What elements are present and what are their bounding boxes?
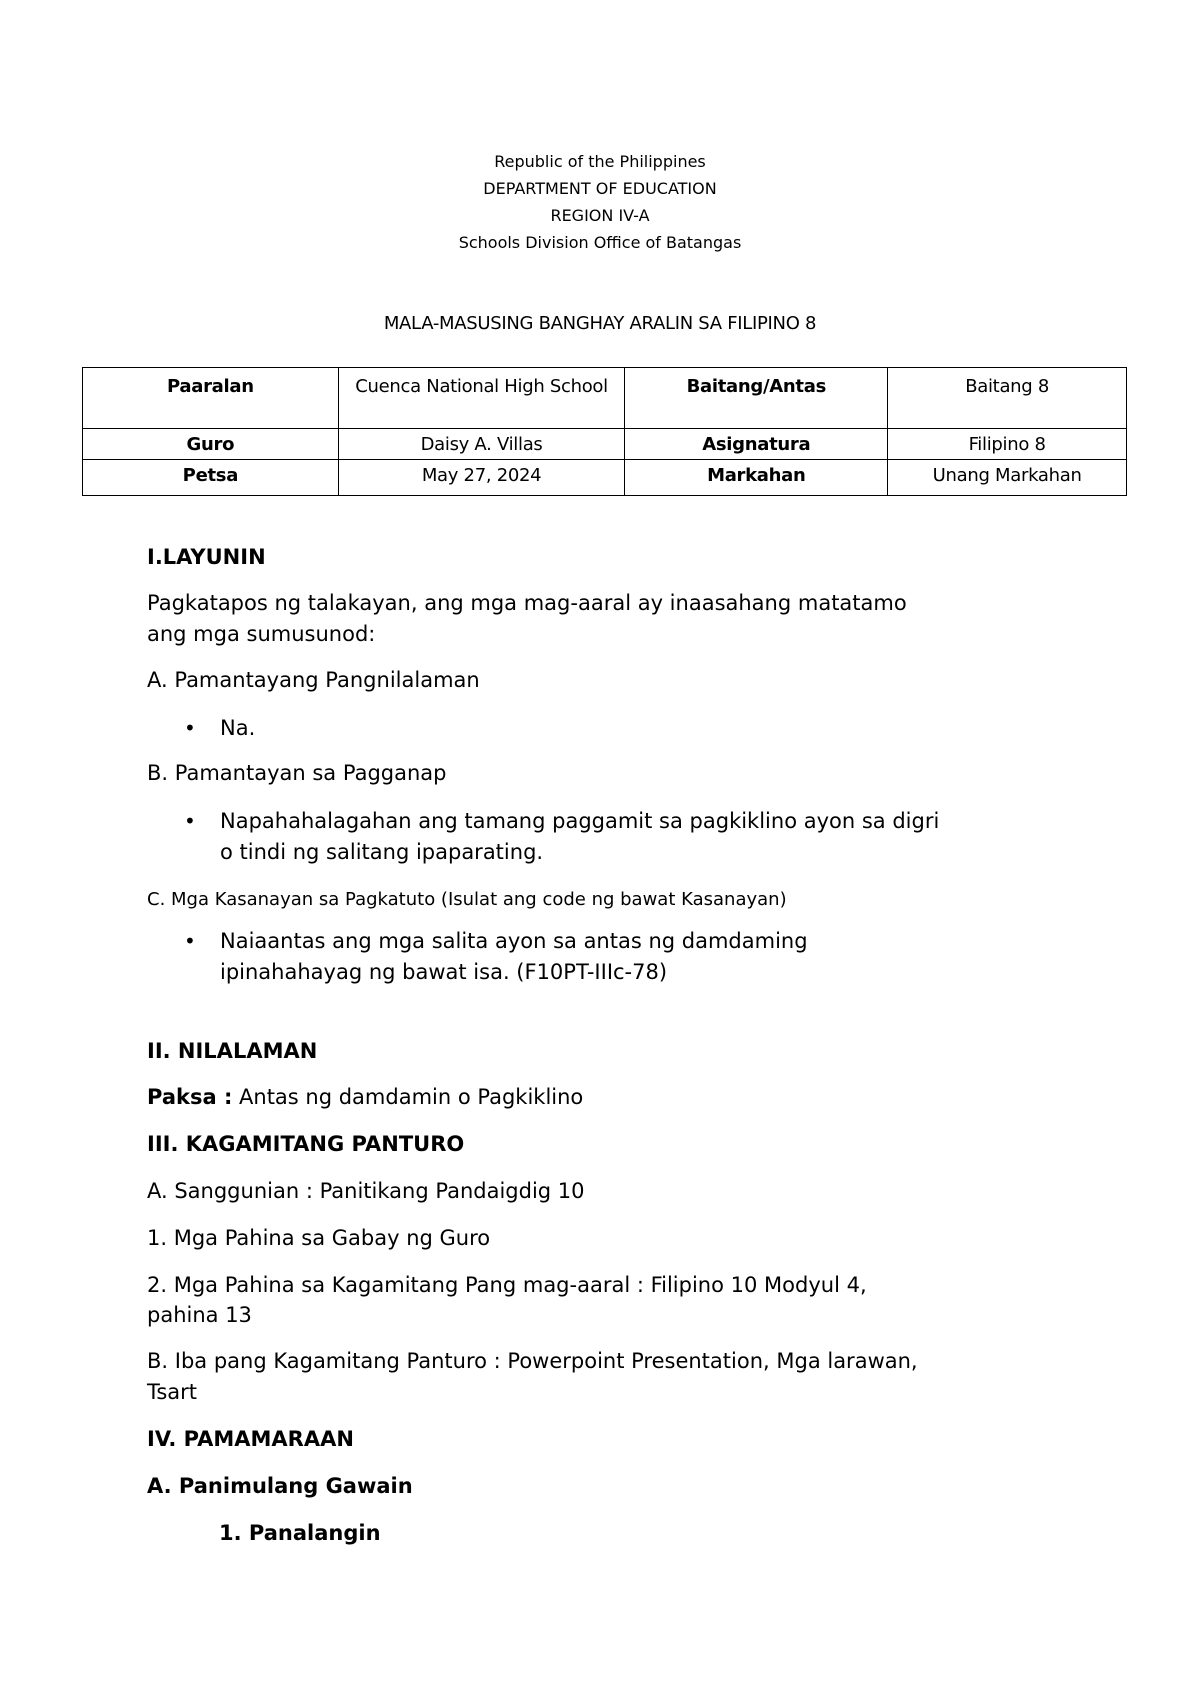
- letterhead-region: REGION IV-A: [550, 206, 650, 225]
- bullet-icon: •: [184, 929, 196, 953]
- bullet-icon: •: [184, 809, 196, 833]
- document-title: MALA-MASUSING BANGHAY ARALIN SA FILIPINO 8: [383, 313, 817, 334]
- objective-a-bullet: Na.: [220, 716, 256, 740]
- heading-kagamitang-panturo: III. KAGAMITANG PANTURO: [147, 1132, 465, 1156]
- objective-c-bullet-line2: ipinahahayag ng bawat isa. (F10PT-IIIc-78): [220, 960, 668, 984]
- paksa-label: Paksa :: [147, 1085, 233, 1109]
- value-asignatura: Filipino 8: [888, 429, 1127, 460]
- heading-panimulang-gawain: A. Panimulang Gawain: [147, 1474, 413, 1498]
- objective-c-label: C. Mga Kasanayan sa Pagkatuto (Isulat ang code ng bawat Kasanayan): [147, 889, 787, 910]
- letterhead: [0, 148, 1200, 256]
- heading-layunin: I.LAYUNIN: [147, 545, 266, 569]
- letterhead-division: Schools Division Office of Batangas: [458, 233, 742, 252]
- value-paaralan: Cuenca National High School: [338, 368, 625, 429]
- letterhead-republic: Republic of the Philippines: [494, 152, 706, 171]
- label-petsa: Petsa: [83, 460, 339, 496]
- kagamitang-mag-aaral-line1: 2. Mga Pahina sa Kagamitang Pang mag-aaral : Filipino 10 Modyul 4,: [147, 1273, 867, 1297]
- paksa-line: [147, 1082, 583, 1113]
- step-panalangin: 1. Panalangin: [219, 1521, 381, 1545]
- kagamitang-mag-aaral-line2: pahina 13: [147, 1303, 252, 1327]
- table-row: [83, 460, 1127, 496]
- table-row: [83, 368, 1127, 429]
- objective-c-bullet-line1: Naiaantas ang mga salita ayon sa antas ng damdaming: [220, 929, 808, 953]
- iba-pang-kagamitan-line1: B. Iba pang Kagamitang Panturo : Powerpoint Presentation, Mga larawan,: [147, 1349, 918, 1373]
- objective-b-bullet-line2: o tindi ng salitang ipaparating.: [220, 840, 544, 864]
- label-markahan: Markahan: [625, 460, 888, 496]
- objective-b-bullet-line1: Napahahalagahan ang tamang paggamit sa pagkiklino ayon sa digri: [220, 809, 940, 833]
- label-baitang: Baitang/Antas: [625, 368, 888, 429]
- value-baitang: Baitang 8: [888, 368, 1127, 429]
- heading-pamamaraan: IV. PAMAMARAAN: [147, 1427, 354, 1451]
- intro-line-2: ang mga sumusunod:: [147, 622, 376, 646]
- label-paaralan: Paaralan: [83, 368, 339, 429]
- table-row: [83, 429, 1127, 460]
- intro-line-1: Pagkatapos ng talakayan, ang mga mag-aaral ay inaasahang matatamo: [147, 591, 907, 615]
- label-asignatura: Asignatura: [625, 429, 888, 460]
- heading-nilalaman: II. NILALAMAN: [147, 1039, 318, 1063]
- letterhead-department: DEPARTMENT OF EDUCATION: [483, 179, 717, 198]
- label-guro: Guro: [83, 429, 339, 460]
- paksa-value: Antas ng damdamin o Pagkiklino: [232, 1085, 584, 1109]
- value-guro: Daisy A. Villas: [338, 429, 625, 460]
- iba-pang-kagamitan-line2: Tsart: [147, 1380, 198, 1404]
- sanggunian: A. Sanggunian : Panitikang Pandaigdig 10: [147, 1179, 585, 1203]
- value-markahan: Unang Markahan: [888, 460, 1127, 496]
- objective-b-label: B. Pamantayan sa Pagganap: [147, 761, 447, 785]
- bullet-icon: •: [184, 716, 196, 740]
- value-petsa: May 27, 2024: [338, 460, 625, 496]
- objective-a-label: A. Pamantayang Pangnilalaman: [147, 668, 480, 692]
- info-table: [82, 367, 1127, 496]
- gabay-ng-guro: 1. Mga Pahina sa Gabay ng Guro: [147, 1226, 491, 1250]
